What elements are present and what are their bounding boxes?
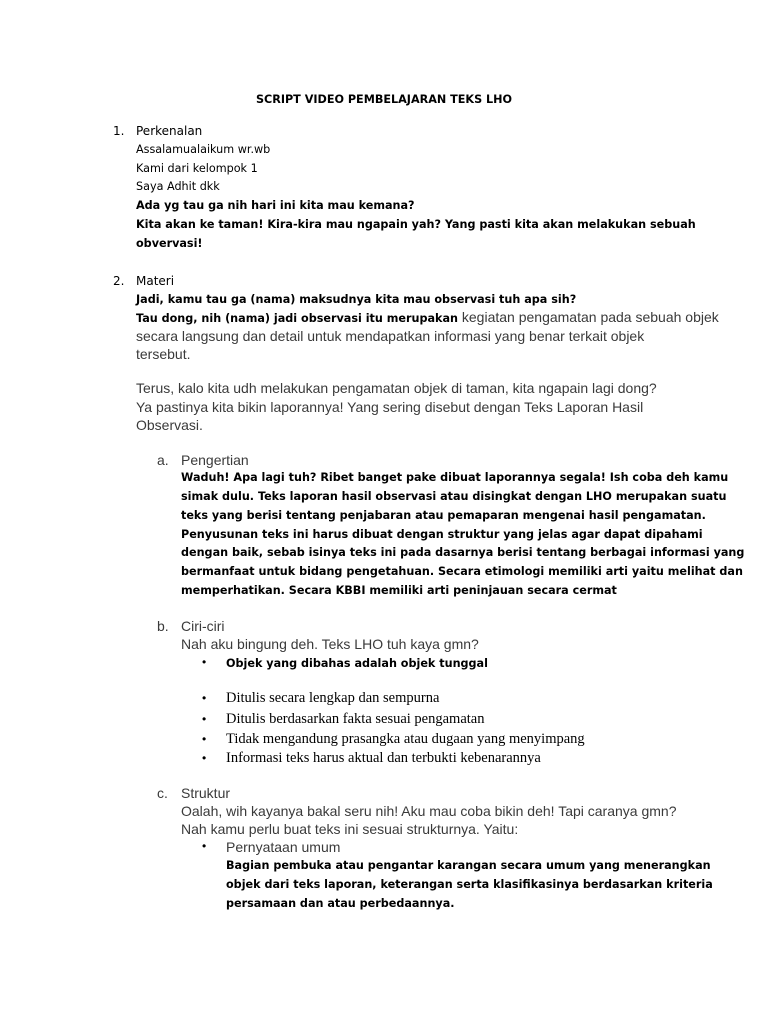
bullet-item: Ditulis berdasarkan fakta sesuai pengamatan — [226, 711, 485, 727]
section-1-line: obvervasi! — [136, 237, 203, 250]
section-2-line: Jadi, kamu tau ga (nama) maksudnya kita mau observasi tuh apa sih? — [136, 293, 577, 306]
subsection-c-line: Nah kamu perlu buat teks ini sesuai strukturnya. Yaitu: — [181, 821, 519, 837]
bullet-item: Informasi teks harus aktual dan terbukti kebenarannya — [226, 750, 541, 766]
subsection-b-intro: Nah aku bingung deh. Teks LHO tuh kaya gmn? — [181, 636, 479, 652]
subsection-a-line: Waduh! Apa lagi tuh? Ribet banget pake dibuat laporannya segala! Ish coba deh kamu — [181, 471, 729, 484]
section-1-line: Saya Adhit dkk — [136, 180, 220, 193]
section-1-number: 1. — [113, 124, 125, 138]
bullet-item: Pernyataan umum — [226, 839, 341, 855]
subsection-c-heading: Struktur — [181, 785, 231, 801]
bullet-item: Ditulis secara lengkap dan sempurna — [226, 690, 440, 706]
bullet-dot: • — [202, 839, 207, 853]
subsection-a-line: dengan baik, sebab isinya teks ini pada dasarnya berisi tentang berbagai informasi yang — [181, 546, 745, 559]
bullet-dot: • — [202, 751, 207, 765]
subsection-c-letter: c. — [157, 785, 168, 801]
subsection-a-heading: Pengertian — [181, 452, 249, 468]
section-2-para: Observasi. — [136, 417, 203, 433]
subsection-a-line: simak dulu. Teks laporan hasil observasi atau disingkat dengan LHO merupakan suatu — [181, 490, 727, 503]
bullet-dot: • — [202, 691, 207, 705]
subsection-b-heading: Ciri-ciri — [181, 618, 225, 634]
subsection-a-line: bermanfaat untuk bidang pengetahuan. Secara etimologi memiliki arti yaitu melihat dan — [181, 565, 743, 578]
section-1-heading: Perkenalan — [136, 124, 203, 138]
section-2-bold-text: Tau dong, nih (nama) jadi observasi itu merupakan — [136, 312, 458, 325]
section-2-number: 2. — [113, 274, 125, 288]
subsection-a-line: memperhatikan. Secara KBBI memiliki arti peninjauan secara cermat — [181, 584, 617, 597]
section-2-line: tersebut. — [136, 346, 191, 362]
bullet-description: persamaan dan atau perbedaannya. — [226, 897, 455, 910]
section-1-line: Kami dari kelompok 1 — [136, 162, 258, 175]
section-1-line: Assalamualaikum wr.wb — [136, 143, 271, 156]
section-1-line: Ada yg tau ga nih hari ini kita mau kemana? — [136, 199, 415, 212]
bullet-description: Bagian pembuka atau pengantar karangan secara umum yang menerangkan — [226, 859, 711, 872]
subsection-a-line: Penyusunan teks ini harus dibuat dengan struktur yang jelas agar dapat dipahami — [181, 528, 703, 541]
subsection-b-letter: b. — [157, 618, 169, 634]
bullet-dot: • — [202, 712, 207, 726]
section-2-heading: Materi — [136, 274, 175, 288]
section-2-para: Terus, kalo kita udh melakukan pengamatan objek di taman, kita ngapain lagi dong? — [136, 380, 657, 396]
bullet-dot: • — [202, 732, 207, 746]
document-title: SCRIPT VIDEO PEMBELAJARAN TEKS LHO — [255, 93, 513, 106]
bullet-item: Tidak mengandung prasangka atau dugaan yang menyimpang — [226, 731, 585, 747]
subsection-c-line: Oalah, wih kayanya bakal seru nih! Aku mau coba bikin deh! Tapi caranya gmn? — [181, 803, 677, 819]
bullet-dot: • — [202, 655, 207, 669]
section-2-plain-text: kegiatan pengamatan pada sebuah objek — [458, 309, 719, 325]
section-2-line — [136, 309, 719, 325]
bullet-item: Objek yang dibahas adalah objek tunggal — [226, 657, 488, 670]
bullet-description: objek dari teks laporan, keterangan serta klasifikasinya berdasarkan kriteria — [226, 878, 713, 891]
section-2-para: Ya pastinya kita bikin laporannya! Yang sering disebut dengan Teks Laporan Hasil — [136, 399, 644, 415]
subsection-a-letter: a. — [157, 452, 169, 468]
section-2-line: secara langsung dan detail untuk mendapatkan informasi yang benar terkait objek — [136, 328, 645, 344]
subsection-a-line: teks yang berisi tentang penjabaran atau pemaparan mengenai hasil pengamatan. — [181, 509, 706, 522]
section-1-line: Kita akan ke taman! Kira-kira mau ngapain yah? Yang pasti kita akan melakukan sebuah — [136, 218, 696, 231]
